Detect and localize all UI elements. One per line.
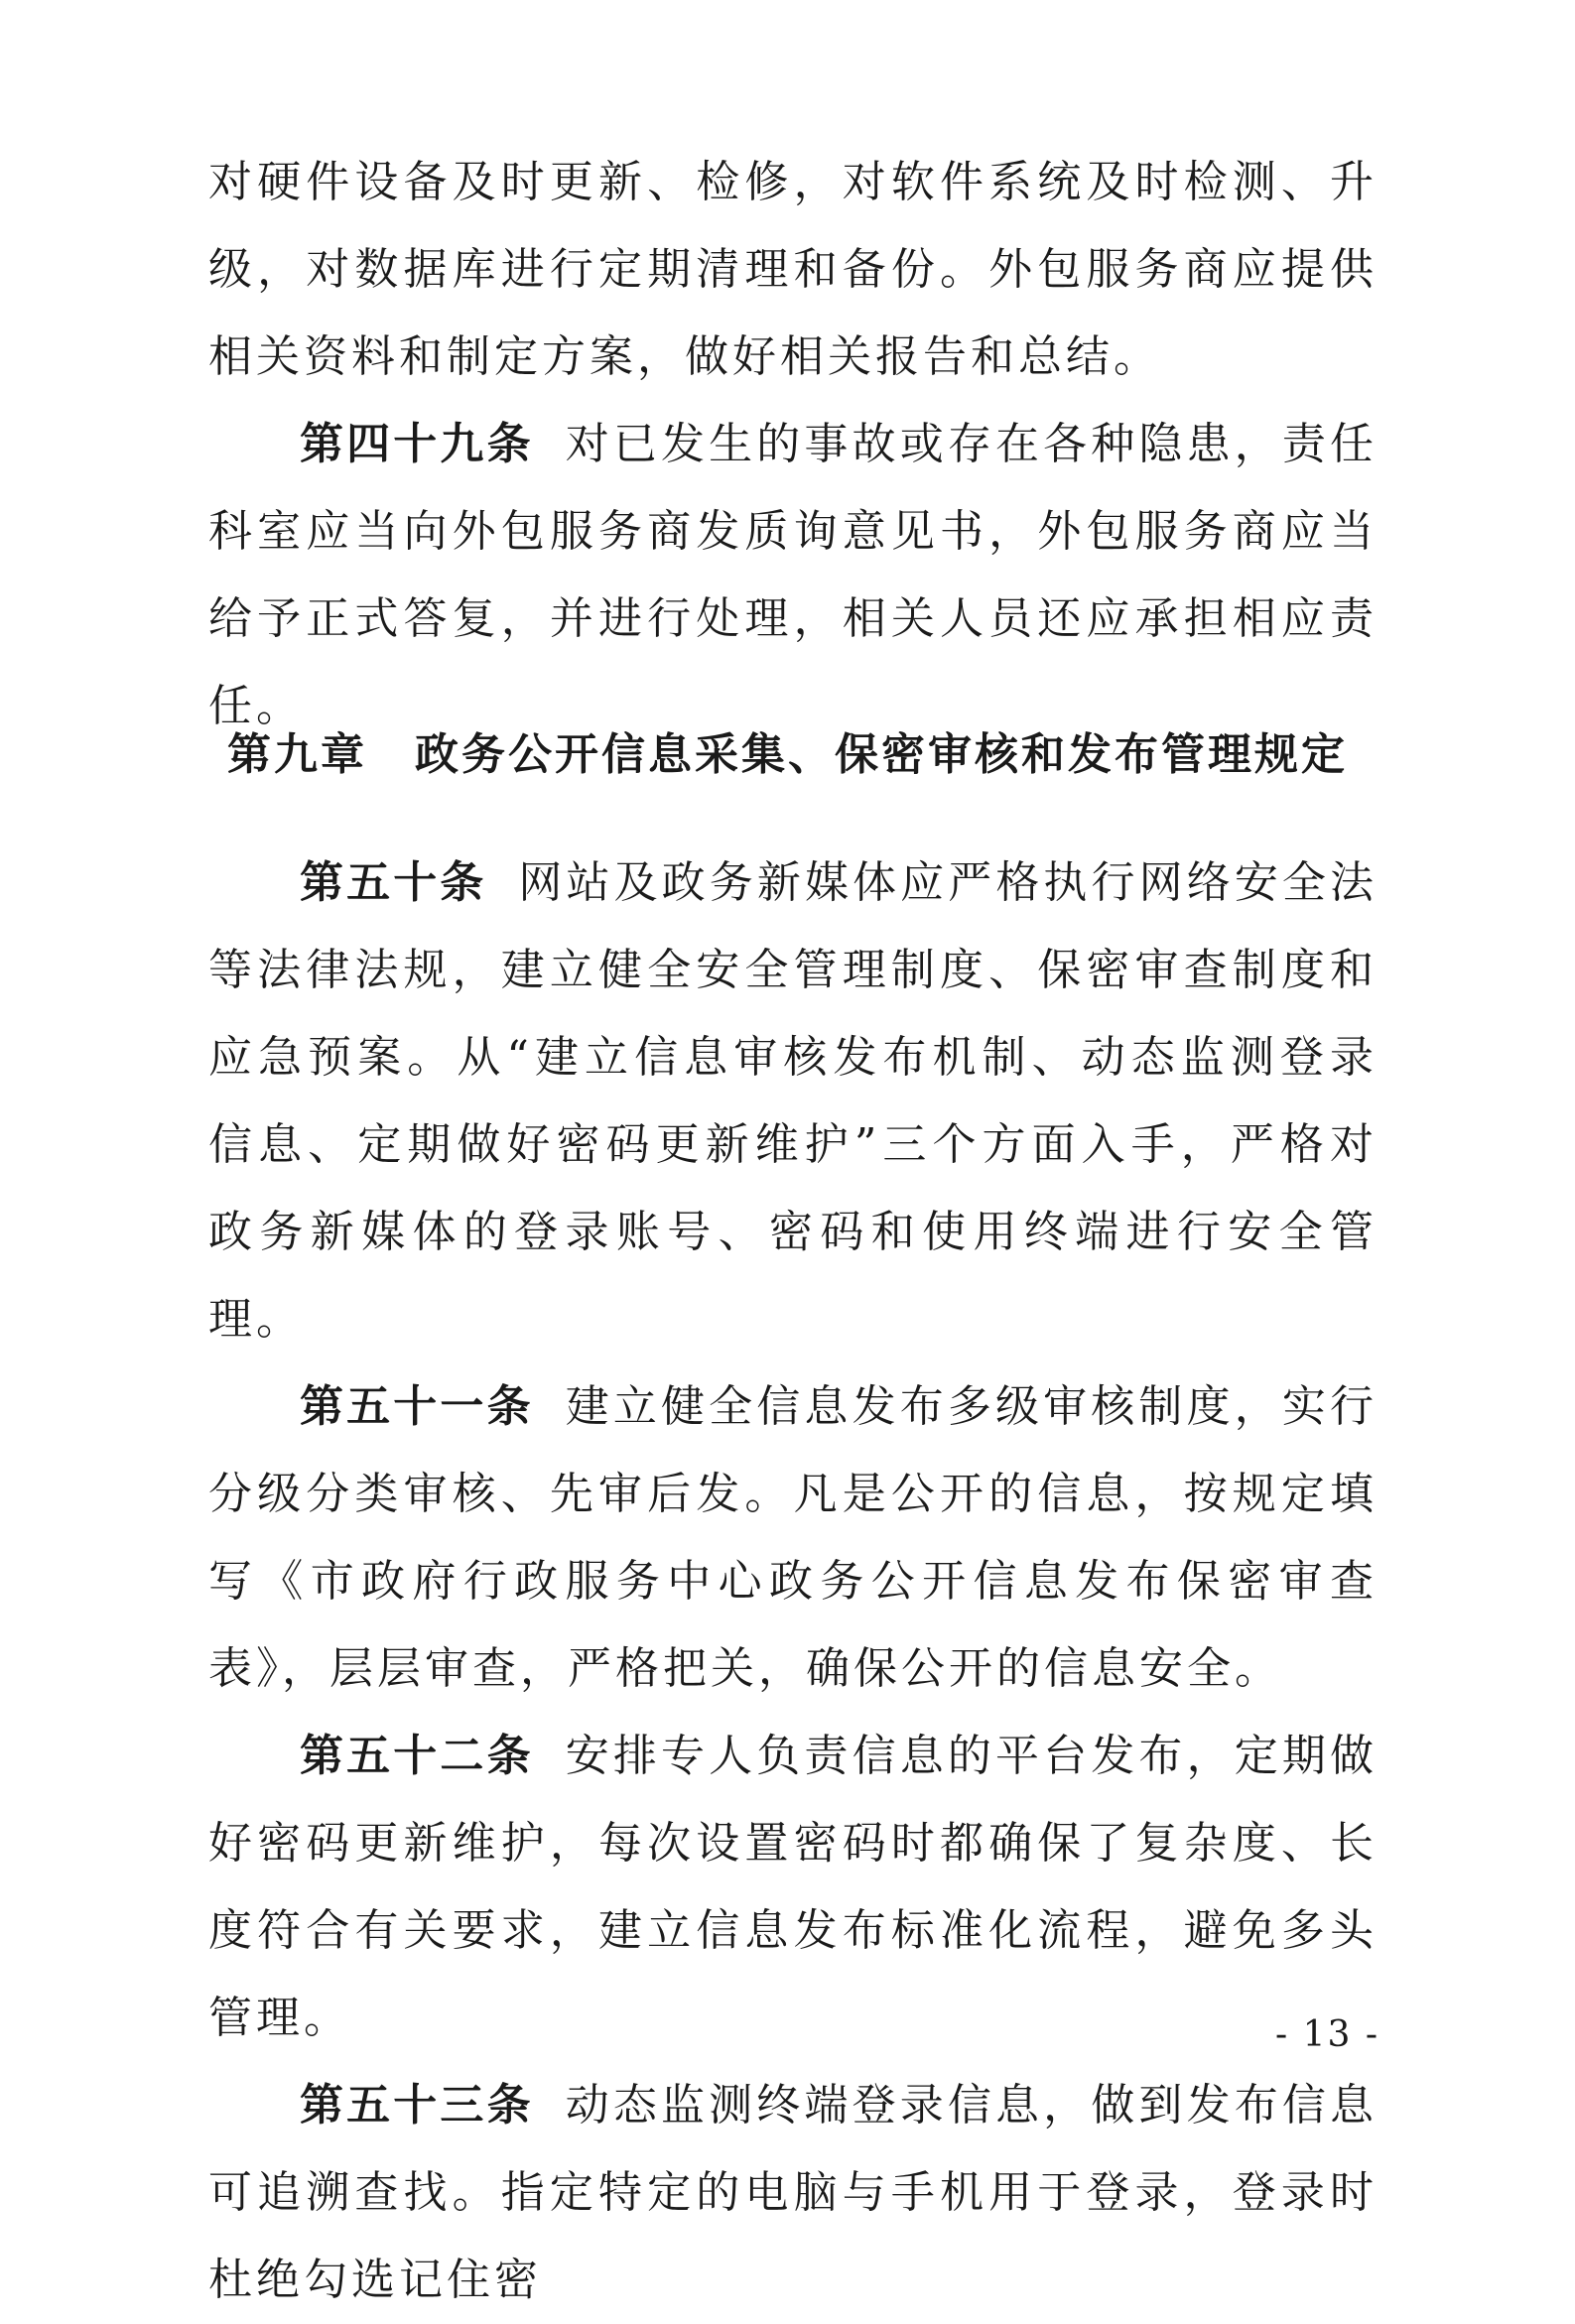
chapter-number: 第九章	[227, 729, 367, 780]
article-50-heading: 第五十条	[300, 857, 487, 908]
article-53-heading: 第五十三条	[300, 2080, 534, 2130]
article-49-heading: 第四十九条	[300, 419, 534, 469]
article-51-heading: 第五十一条	[300, 1381, 534, 1432]
article-52	[208, 1713, 1378, 2062]
continuation-paragraph: 对硬件设备及时更新、检修，对软件系统及时检测、升级，对数据库进行定期清理和备份。外包服务商应提供相关资料和制定方案，做好相关报告和总结。	[208, 157, 1378, 382]
article-49	[208, 401, 1378, 750]
article-52-heading: 第五十二条	[300, 1731, 534, 1781]
lower-text-block	[208, 839, 1378, 2324]
article-53-body: 动态监测终端登录信息，做到发布信息可追溯查找。指定特定的电脑与手机用于登录，登录时杜绝勾选记住密	[208, 2080, 1378, 2305]
page-number: - 13 -	[1275, 2014, 1380, 2055]
article-52-body: 安排专人负责信息的平台发布，定期做好密码更新维护，每次设置密码时都确保了复杂度、长度符合有关要求，建立信息发布标准化流程，避免多头管理。	[208, 1731, 1378, 2043]
article-50	[208, 839, 1378, 1363]
article-51	[208, 1363, 1378, 1713]
article-50-body: 网站及政务新媒体应严格执行网络安全法等法律法规，建立健全安全管理制度、保密审查制度和应急预案。从“建立信息审核发布机制、动态监测登录信息、定期做好密码更新维护”三个方面入手，严格对政务新媒体的登录账号、密码和使用终端进行安全管理。	[208, 857, 1378, 1345]
article-53	[208, 2062, 1378, 2324]
article-51-body: 建立健全信息发布多级审核制度，实行分级分类审核、先审后发。凡是公开的信息，按规定填写《市政府行政服务中心政务公开信息发布保密审查表》，层层审查，严格把关，确保公开的信息安全。	[208, 1381, 1378, 1694]
chapter-heading	[0, 718, 1575, 782]
chapter-title: 政务公开信息采集、保密审核和发布管理规定	[415, 729, 1348, 780]
article-49-body: 对已发生的事故或存在各种隐患，责任科室应当向外包服务商发质询意见书，外包服务商应当给予正式答复，并进行处理，相关人员还应承担相应责任。	[208, 419, 1378, 731]
upper-text-block	[208, 139, 1378, 750]
